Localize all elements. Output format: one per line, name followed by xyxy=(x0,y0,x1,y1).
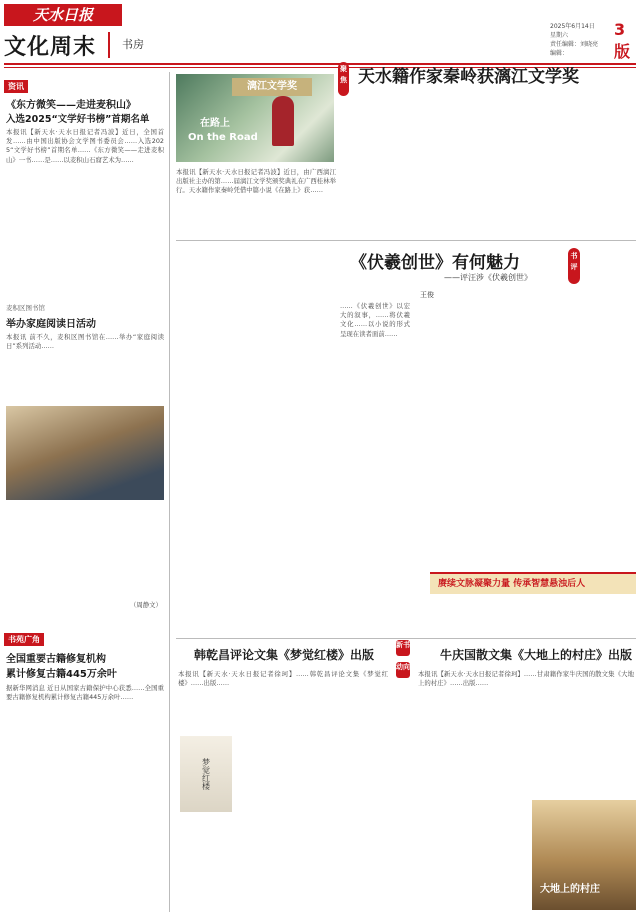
section-rule-2 xyxy=(176,638,636,639)
news2-source: （周静文） xyxy=(130,601,162,609)
book1-cover xyxy=(180,736,232,812)
news3-title-line2: 累计修复古籍445万余叶 xyxy=(6,669,117,680)
section-subtitle: 书房 xyxy=(122,38,144,51)
tag-wide-label: 书苑广角 xyxy=(4,633,44,646)
book1-body: 本报讯【新天水·天水日报记者徐珂】……韩乾昌评论文集《梦觉红楼》……出版…… xyxy=(178,670,388,688)
library-photo xyxy=(6,406,164,500)
news1-title-line1: 《东方微笑——走进麦积山》 xyxy=(6,100,136,111)
book2-cover-title: 大地上的村庄 xyxy=(540,884,600,895)
section-divider xyxy=(108,32,110,58)
book1-body-cont2 xyxy=(178,814,234,910)
review-subtitle: ——评汪涉《伏羲创世》 xyxy=(444,273,532,282)
tag-news xyxy=(4,74,28,93)
tag-newbook-2: 动向 xyxy=(396,662,410,678)
column-divider xyxy=(169,72,170,912)
quote-banner: 赓续文脉凝聚力量 传承智慧悬浊后人 xyxy=(430,572,636,594)
award-body-col1: 本报讯【新天水·天水日报记者冯波】近日，由广西漓江出版社主办的第……届漓江文学奖颁奖典礼在广西桂林举行。天水籍作家秦岭凭借中篇小说《在路上》获…… xyxy=(176,168,336,195)
speaker-figure xyxy=(272,96,294,146)
tag-label: 资讯 xyxy=(4,80,28,93)
review-body-col6 xyxy=(562,258,634,568)
book2-title: 牛庆国散文集《大地上的村庄》出版 xyxy=(440,648,633,662)
review-author: 王俊 xyxy=(420,291,434,299)
news3-title-line1: 全国重要古籍修复机构 xyxy=(6,654,106,665)
award-photo xyxy=(176,74,334,162)
news2-body-cont xyxy=(6,504,164,604)
book1-body-cont xyxy=(236,736,388,910)
photo-banner: 漓江文学奖 xyxy=(232,78,312,96)
review-body-col4 xyxy=(414,302,484,572)
news2-label: 麦积区图书馆 xyxy=(6,304,45,312)
review-headline: 《伏羲创世》有何魅力 xyxy=(350,253,520,273)
review-body-col3: ……《伏羲创世》以宏大的叙事，……将伏羲文化……以小说的形式呈现在读者面前…… xyxy=(340,302,410,338)
award-body-col2 xyxy=(340,100,410,236)
news3-body: 据新华网消息 近日从国家古籍保护中心获悉……全国重要古籍修复机构累计修复古籍445万余叶…… xyxy=(6,684,164,702)
book2-body: 本报讯【新天水·天水日报记者徐珂】……甘肃籍作家牛庆国的散文集《大地上的村庄》……出版…… xyxy=(418,670,634,688)
award-body-col3 xyxy=(414,100,484,236)
tag-wide xyxy=(4,627,44,646)
section-rule xyxy=(176,240,636,241)
newspaper-logo: 天水日报 xyxy=(4,4,122,26)
headline-award: 天水籍作家秦岭获漓江文学奖 xyxy=(358,67,579,87)
page-number: 3版 xyxy=(614,20,631,61)
section-title: 文化周末 xyxy=(4,35,97,60)
award-body-col4 xyxy=(488,100,558,236)
date-text: 2025年6月14日 星期六 xyxy=(550,23,595,39)
book2-body-cont xyxy=(418,800,526,910)
news1-body: 本报讯【新天水·天水日报记者冯波】近日，全国首发……由中国出版协会文学图书委员会……入选2025“文学好书榜”首期名单……《东方微笑——走进麦积山》一书……是……以麦积山石窟艺术为…… xyxy=(6,128,164,164)
editor-text: 责任编辑：刘晓亮 编辑： xyxy=(550,41,599,57)
news2-title: 举办家庭阅读日活动 xyxy=(6,319,96,330)
book1-cover-title: 梦觉红楼 xyxy=(201,758,211,790)
book1-title: 韩乾昌评论文集《梦觉红楼》出版 xyxy=(194,648,375,662)
date-line xyxy=(550,22,600,58)
review-body-col5 xyxy=(488,302,558,542)
award-body-col5 xyxy=(562,100,634,236)
photo-caption-en: On the Road xyxy=(188,132,258,143)
news2-body: 本报讯 前不久，麦积区图书馆在……举办“家庭阅读日”系列活动…… xyxy=(6,333,164,351)
tag-focus: 聚焦 xyxy=(338,62,349,96)
tag-newbook-1: 新书 xyxy=(396,640,410,656)
photo-caption-cn: 在路上 xyxy=(200,118,230,129)
tag-review: 书评 xyxy=(568,248,580,284)
review-body-col1 xyxy=(176,244,254,634)
news1-title-line2: 入选2025“文学好书榜”首期名单 xyxy=(6,114,150,125)
review-body-col2 xyxy=(258,244,336,634)
book2-cover xyxy=(532,800,636,910)
